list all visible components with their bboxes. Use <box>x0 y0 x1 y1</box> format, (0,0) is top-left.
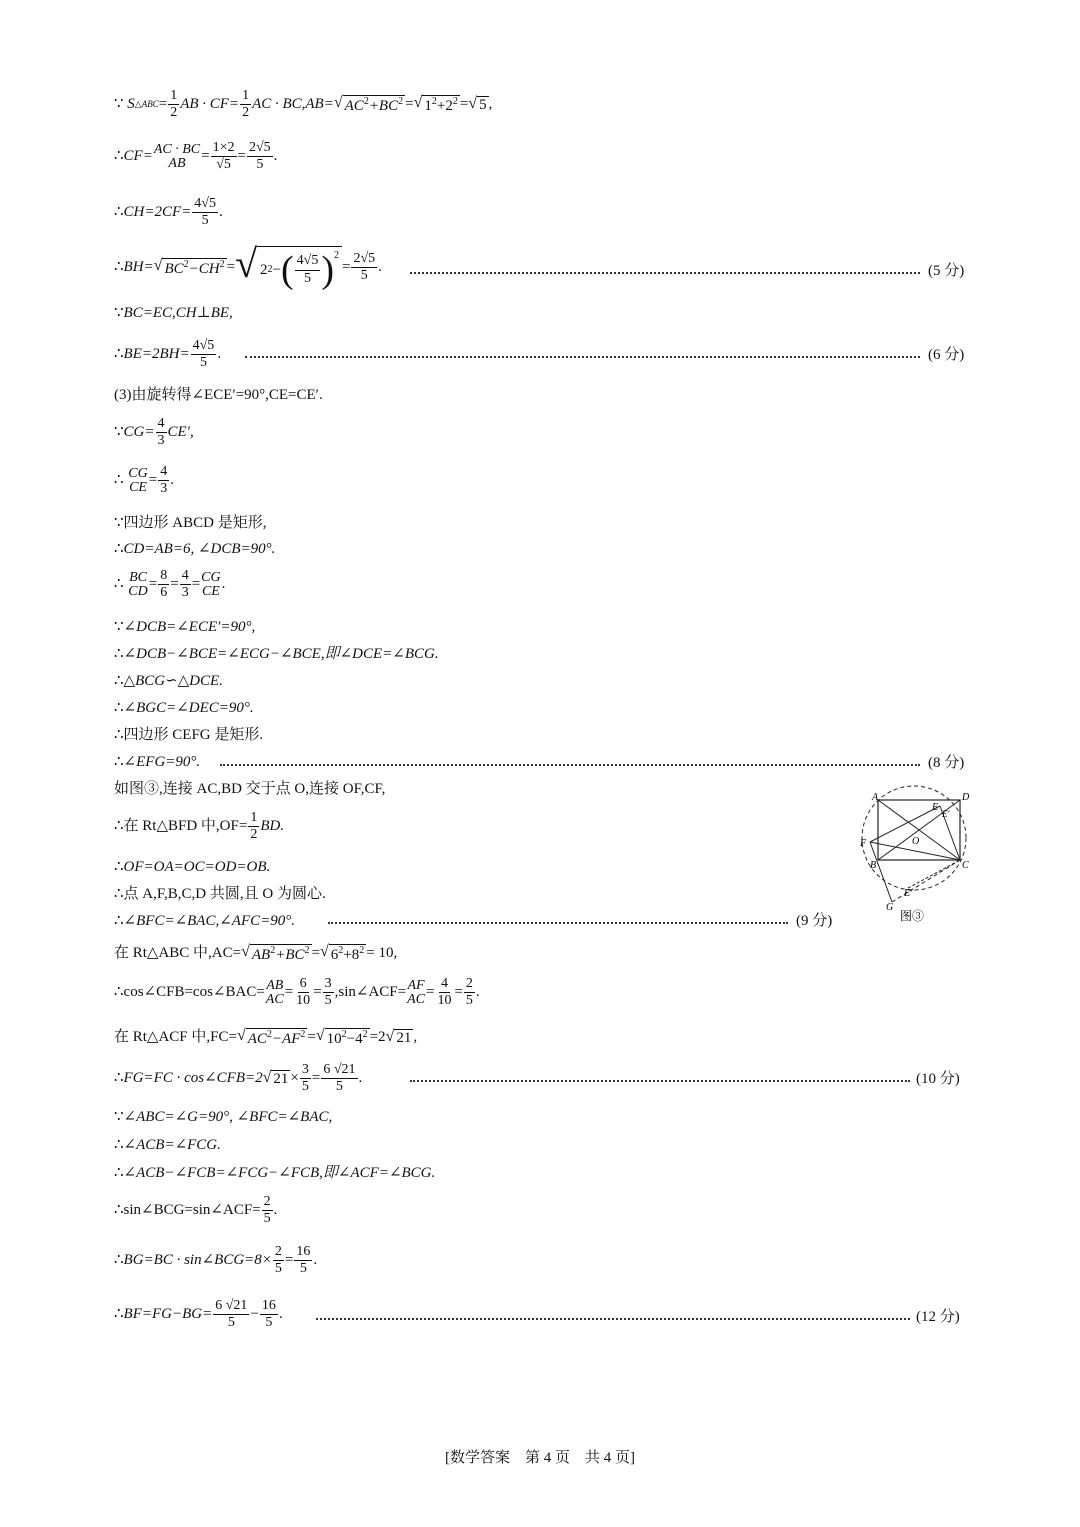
solution-line: ∵ S △ABC = $\frac{1}{2}$ AB · CF= $\frac{1}{2}$ AC · BC,AB= √ $AC^2+BC^2$ = √ $1^2+2^2$ = √ 5 , <box>114 88 493 121</box>
dotted-leader <box>410 272 920 274</box>
score-label: (8 分) <box>928 755 965 771</box>
geometry-figure <box>858 780 978 930</box>
solution-line: ∴ ∠BFC=∠BAC,∠AFC=90°. <box>114 913 295 929</box>
point-B-label: B <box>870 860 877 871</box>
solution-line: 如图③,连接 AC,BD 交于点 O,连接 OF,CF, <box>114 781 386 797</box>
dotted-leader <box>245 356 920 358</box>
solution-line: 在 Rt△ABC 中,AC= √ $AB^2+BC^2$ = √ $6^2+8^2$ = 10, <box>114 943 398 963</box>
score-label: (10 分) <box>916 1071 960 1087</box>
solution-line: ∴ BE=2BH= $\frac{4√5}{5}$ . <box>114 338 222 371</box>
solution-line: ∴ 在 Rt△BFD 中,OF= $\frac{1}{2}$ BD. <box>114 810 285 843</box>
point-C-label: C <box>962 860 969 871</box>
solution-line: ∴ OF=OA=OC=OD=OB. <box>114 859 271 875</box>
dotted-leader <box>316 1318 910 1320</box>
solution-line: ∴ 四边形 CEFG 是矩形. <box>114 727 264 743</box>
score-label: (9 分) <box>796 913 833 929</box>
solution-line: ∴ CD=AB=6, ∠DCB=90°. <box>114 541 276 557</box>
solution-line: ∴ ∠ACB−∠FCB=∠FCG−∠FCB,即∠ACF=∠BCG. <box>114 1165 436 1181</box>
solution-line: ∴ ∠EFG=90°. <box>114 754 201 770</box>
point-Eprime-label: E′ <box>904 888 913 899</box>
solution-line: ∴ △BCG∽△DCE. <box>114 673 223 689</box>
page-footer: [数学答案 第 4 页 共 4 页] <box>445 1450 635 1466</box>
solution-line: ∴ BC CD = $\frac{8}{6}$ = $\frac{4}{3}$ = CG CE . <box>114 568 226 601</box>
solution-line: ∵ ∠DCB=∠ECE′=90°, <box>114 619 256 635</box>
solution-line: ∴ BH= √ $BC^2-CH^2$ = √ 2 2 − ( $\frac{4√5}{5}$ ) $^2$ = $\frac{2√5}{5}$ . <box>114 241 382 291</box>
solution-line: (3)由旋转得∠ECE′=90°,CE=CE′. <box>114 387 323 403</box>
score-label: (5 分) <box>928 263 965 279</box>
solution-line: ∵ ∠ABC=∠G=90°, ∠BFC=∠BAC, <box>114 1109 333 1125</box>
solution-line: ∵ BC=EC,CH⊥BE, <box>114 305 233 321</box>
score-label: (12 分) <box>916 1309 960 1325</box>
solution-line: ∴ CF= AC · BC AB = $\frac{1\times 2}{√5}$ = $\frac{2√5}{5}$ . <box>114 140 278 173</box>
point-A-label: A <box>872 792 879 803</box>
solution-line: ∴ sin∠BCG=sin∠ACF= $\frac{2}{5}$ . <box>114 1194 278 1227</box>
solution-line: ∵ 四边形 ABCD 是矩形, <box>114 515 267 531</box>
solution-line: ∴ ∠ACB=∠FCG. <box>114 1137 221 1153</box>
solution-line: 在 Rt△ACF 中,FC= √ $AC^2-AF^2$ = √ $10^2-4^2$ =2 √ 21 , <box>114 1027 418 1047</box>
point-Eprime-top-label: E′ <box>942 809 950 819</box>
solution-line: ∴ ∠DCB−∠BCE=∠ECG−∠BCE,即∠DCE=∠BCG. <box>114 646 439 662</box>
solution-line: ∴ 点 A,F,B,C,D 共圆,且 O 为圆心. <box>114 886 326 902</box>
solution-line: ∵ CG= $\frac{4}{3}$ CE′, <box>114 416 194 449</box>
figure-caption: 图③ <box>900 909 925 923</box>
point-D-label: D <box>962 792 970 803</box>
dotted-leader <box>410 1080 910 1082</box>
dotted-leader <box>328 922 788 924</box>
dotted-leader <box>220 764 920 766</box>
solution-line: ∴ CG CE = $\frac{4}{3}$ . <box>114 464 174 497</box>
point-F-label: F <box>860 838 867 849</box>
score-label: (6 分) <box>928 347 965 363</box>
solution-line: ∴ FG=FC · cos∠CFB=2 √ 21 × $\frac{3}{5}$ = $\frac{6 √21}{5}$ . <box>114 1062 363 1095</box>
solution-line: ∴ BF=FG−BG= $\frac{6 √21}{5}$ − $\frac{16}{5}$ . <box>114 1298 283 1331</box>
solution-line: ∴ ∠BGC=∠DEC=90°. <box>114 700 254 716</box>
point-G-label: G <box>886 902 894 913</box>
point-E-label: E <box>932 802 939 813</box>
solution-line: ∴ cos∠CFB=cos∠BAC= AB AC = $\frac{6}{10}$ = $\frac{3}{5}$ ,sin∠ACF= AF AC = $\frac{4}{10}$ = $\frac{2}{5}$ . <box>114 976 480 1009</box>
point-O-label: O <box>912 836 920 847</box>
solution-line: ∴ CH=2CF= $\frac{4√5}{5}$ . <box>114 196 223 229</box>
solution-line: ∴ BG=BC · sin∠BCG=8× $\frac{2}{5}$ = $\frac{16}{5}$ . <box>114 1244 318 1277</box>
